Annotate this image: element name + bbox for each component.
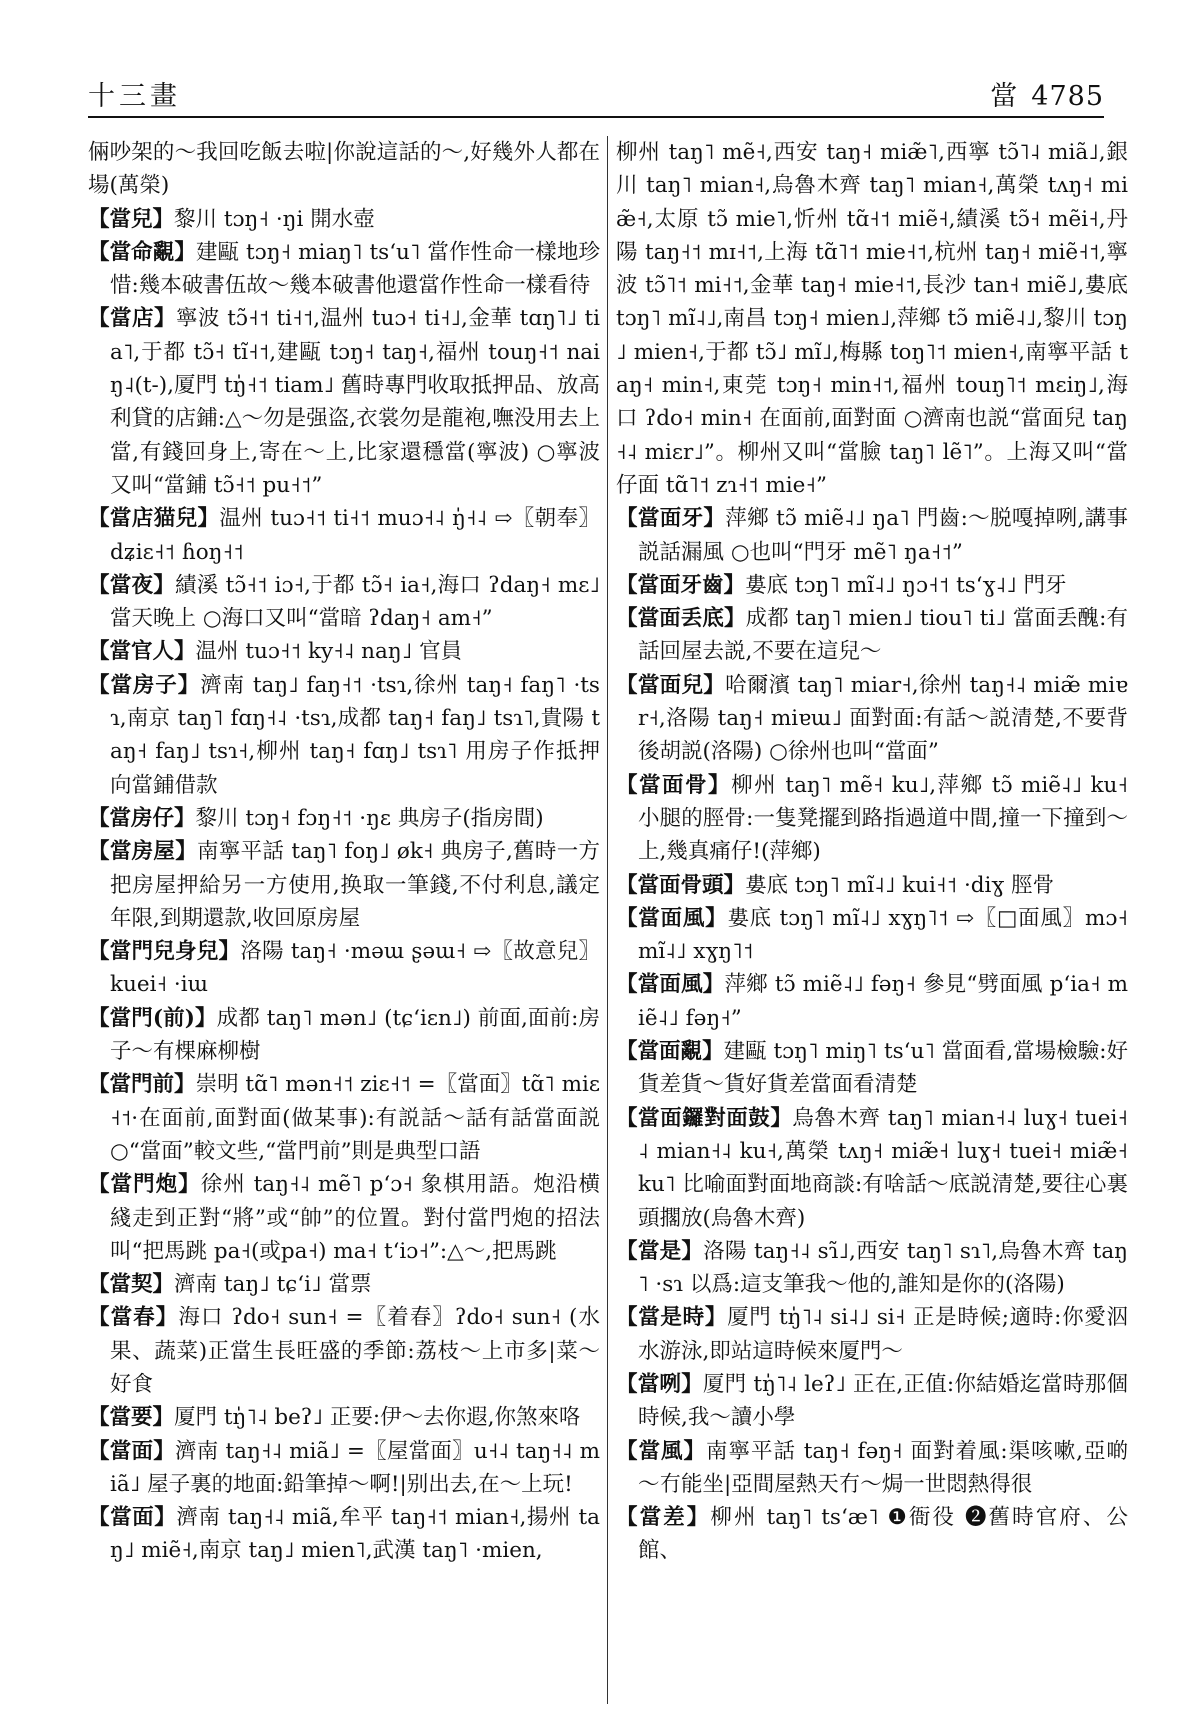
headword-bracket-close: 】 xyxy=(723,572,746,598)
entry-text: 績溪 tɔ̃˧˦ iɔ˧,于都 tɔ̃˧ ia˧,海口 ʔdaŋ˧ mɛ˩ 當天晚上 ○海口又叫“當暗 ʔdaŋ˧ am˧” xyxy=(110,572,600,632)
dictionary-entry xyxy=(616,136,1128,502)
headword: 當官人 xyxy=(109,639,175,665)
dictionary-entry xyxy=(616,1301,1128,1368)
dictionary-entry xyxy=(88,1268,600,1301)
headword: 當面牙齒 xyxy=(637,572,724,598)
headword: 當春 xyxy=(110,1305,156,1331)
headword: 當面鑼對面鼓 xyxy=(638,1105,771,1131)
headword: 當面骨 xyxy=(639,772,709,798)
headword-bracket-open: 【 xyxy=(616,972,638,998)
headword-bracket-open: 【 xyxy=(616,506,638,532)
headword-bracket-open: 【 xyxy=(616,1305,639,1331)
entry-text: 厦門 tŋ̍˥˨ leʔ˩ 正在,正值:你結婚迄當時那個時候,我～讀小學 xyxy=(638,1371,1128,1431)
dictionary-entry xyxy=(88,203,600,236)
headword: 當房子 xyxy=(110,672,178,698)
headword-bracket-open: 【 xyxy=(616,772,640,798)
entry-text: 濟南 taŋ˧˨ miã˩ =〖屋當面〗u˧˨ taŋ˧˨ miã˩ 屋子裏的地面:鉛筆掉～啊!|别出去,在～上玩! xyxy=(110,1438,600,1497)
headword-bracket-open: 【 xyxy=(88,839,110,865)
dictionary-entry xyxy=(88,1401,600,1434)
headword-bracket-open: 【 xyxy=(88,572,110,598)
entry-text: 南寧平話 taŋ˥ foŋ˩ øk˧ 典房子,舊時一方把房屋押給另一方使用,换取一筆錢,不付利息,議定年限,到期還款,收回原房屋 xyxy=(110,839,600,931)
headword: 當要 xyxy=(109,1405,153,1431)
headword: 當契 xyxy=(109,1272,153,1298)
headword-bracket-close: 】 xyxy=(703,672,726,698)
headword: 當兒 xyxy=(109,206,153,232)
two-column-body xyxy=(88,136,1128,1704)
dictionary-entry xyxy=(88,569,600,636)
dictionary-entry xyxy=(616,968,1128,1035)
headword: 當房仔 xyxy=(109,805,175,831)
dictionary-entry xyxy=(616,569,1128,602)
headword-bracket-close: 】 xyxy=(154,1505,177,1531)
headword: 當房屋 xyxy=(109,839,176,865)
headword-bracket-close: 】 xyxy=(174,805,196,831)
headword: 當面牙 xyxy=(637,506,704,532)
entry-text: 黎川 tɔŋ˧ ·ŋi 開水壺 xyxy=(174,206,375,232)
headword-bracket-close: 】 xyxy=(702,1039,724,1065)
headword-bracket-open: 【 xyxy=(616,672,638,698)
headword: 當面 xyxy=(110,1505,155,1531)
headword-bracket-open: 【 xyxy=(88,1305,111,1331)
entry-text: 萍鄉 tɔ̃ miẽ˨˩ fəŋ˧ 參見“劈面風 pʻia˧ miẽ˨˩ fəŋ˧” xyxy=(638,972,1128,1031)
dictionary-entry xyxy=(88,635,600,668)
dictionary-entry xyxy=(88,302,600,502)
entry-text: 成都 taŋ˥ mən˩ (tɕʻiɛn˩) 前面,面前:房子～有棵麻柳樹 xyxy=(110,1005,600,1065)
headword-bracket-open: 【 xyxy=(616,572,638,598)
headword-bracket-close: 】 xyxy=(155,1305,179,1331)
dictionary-entry xyxy=(616,902,1128,969)
dictionary-entry xyxy=(616,769,1128,869)
headword-bracket-close: 】 xyxy=(681,1238,704,1264)
headword-bracket-close: 】 xyxy=(770,1105,793,1131)
headword-bracket-close: 】 xyxy=(708,772,732,798)
dictionary-entry xyxy=(88,502,600,569)
headword-bracket-open: 【 xyxy=(616,872,638,898)
header-character: 當 xyxy=(990,81,1018,112)
headword-bracket-open: 【 xyxy=(88,1072,110,1098)
headword-bracket-open: 【 xyxy=(88,1272,110,1298)
headword: 當是 xyxy=(637,1238,682,1264)
headword-bracket-close: 】 xyxy=(175,839,198,865)
dictionary-entry xyxy=(88,835,600,935)
entry-text: 婁底 tɔŋ˥ mĩ˨˩ xɣŋ˥˦ ⇨〖□面風〗mɔ˧ mĩ˨˩ xɣŋ˥˦ xyxy=(638,905,1128,965)
headword-bracket-close: 】 xyxy=(681,1371,703,1397)
headword-bracket-close: 】 xyxy=(702,972,725,998)
entry-text: 婁底 tɔŋ˥ mĩ˨˩ kui˧˦ ·diɣ 脛骨 xyxy=(745,872,1055,898)
headword: 當面丢底 xyxy=(637,606,724,632)
entry-text: 黎川 tɔŋ˧ fɔŋ˧˦ ·ŋɛ 典房子(指房間) xyxy=(195,805,544,831)
entry-text: 厦門 tŋ̍˥˨ beʔ˩ 正要:伊～去你遐,你煞來咯 xyxy=(174,1405,581,1431)
dictionary-entry xyxy=(88,236,600,303)
headword-bracket-open: 【 xyxy=(616,1238,638,1264)
headword: 當面風 xyxy=(637,972,703,998)
headword: 當門炮 xyxy=(110,1172,179,1198)
headword-bracket-open: 【 xyxy=(616,1105,639,1131)
headword-bracket-open: 【 xyxy=(88,1438,110,1464)
dictionary-entry xyxy=(88,669,600,802)
headword-bracket-close: 】 xyxy=(683,1438,706,1464)
headword-bracket-open: 【 xyxy=(88,239,110,265)
dictionary-entry xyxy=(616,869,1128,902)
headword: 當面風 xyxy=(638,905,706,931)
headword-bracket-close: 】 xyxy=(152,206,175,232)
entry-text: 濟南 taŋ˩ tɕʻi˩ 當票 xyxy=(174,1272,372,1298)
headword: 當風 xyxy=(638,1438,684,1464)
entry-text: 温州 tuɔ˧˦ ti˧˦ muɔ˧˨ ŋ̍˧˨ ⇨〖朝奉〗dʑiɛ˧˦ ɦoŋ˧˦ xyxy=(110,506,600,565)
headword: 當面 xyxy=(109,1438,154,1464)
headword-bracket-close: 】 xyxy=(197,506,220,532)
page-header-right xyxy=(990,74,1104,113)
entry-text: 海口 ʔdo˧ sun˧ =〖着春〗ʔdo˧ sun˧ (水果、蔬菜)正當生長旺盛的季節:荔枝～上市多|菜～好食 xyxy=(110,1305,600,1397)
entry-text: 柳州 taŋ˥ tsʻæ˥ ❶衙役 ❷舊時官府、公館、 xyxy=(638,1505,1128,1564)
headword-bracket-open: 【 xyxy=(88,506,110,532)
dictionary-entry xyxy=(88,1168,600,1268)
entry-text: 濟南 taŋ˩ faŋ˧˦ ·tsɿ,徐州 taŋ˧ faŋ˥ ·tsɿ,南京 taŋ˥ fɑŋ˧˨ ·tsɿ,成都 taŋ˧ faŋ˩ tsɿ˥,貴陽 taŋ˧ faŋ˩ tsɿ˧,柳州 taŋ˧ fɑŋ˩ tsɿ˥ 用房子作抵押向當鋪借款 xyxy=(110,672,600,798)
headword-bracket-open: 【 xyxy=(88,805,110,831)
right-column xyxy=(616,136,1128,1704)
headword-bracket-open: 【 xyxy=(616,1505,640,1531)
headword-bracket-open: 【 xyxy=(88,1005,110,1031)
headword: 當面兒 xyxy=(637,672,704,698)
dictionary-entry xyxy=(616,1102,1128,1235)
dictionary-entry xyxy=(616,1035,1128,1102)
entry-text: 南寧平話 taŋ˧ fəŋ˧ 面對着風:渠咳嗽,亞啲～冇能坐|亞間屋熱天冇～焗一世悶熱得很 xyxy=(638,1438,1128,1497)
headword: 當店猫兒 xyxy=(109,506,198,532)
headword: 當是時 xyxy=(638,1305,705,1331)
headword: 當店 xyxy=(110,306,154,332)
entry-text: 厦門 tŋ̍˥˨ si˨˩ si˧ 正是時候;適時:你愛泅水游泳,即站這時候來厦門～ xyxy=(638,1305,1128,1364)
entry-text: 哈爾濱 taŋ˥ miar˧,徐州 taŋ˧˨ miæ̃ miɐr˧,洛陽 taŋ˧ miɐɯ˩ 面對面:有話～説清楚,不要背後胡説(洛陽) ○徐州也叫“當面” xyxy=(638,672,1128,765)
headword-bracket-close: 】 xyxy=(194,1005,217,1031)
dictionary-entry xyxy=(88,935,600,1002)
dictionary-entry xyxy=(88,1435,600,1502)
headword-bracket-close: 】 xyxy=(218,939,241,965)
dictionary-entry xyxy=(88,1068,600,1168)
entry-text: 温州 tuɔ˧˦ ky˧˨ naŋ˩ 官員 xyxy=(195,639,463,665)
headword-bracket-close: 】 xyxy=(152,1405,175,1431)
headword-bracket-open: 【 xyxy=(88,1505,111,1531)
entry-text: 烏魯木齊 taŋ˥ mian˧˨ luɣ˧ tuei˧˨ mian˧˨ ku˧,萬榮 tʌŋ˧ miæ̃˧ luɣ˧ tuei˧ miæ̃˧ ku˥ 比喻面對面地商談:有啥話～底説清楚,要往心裏頭擱放(烏魯木齊) xyxy=(638,1105,1128,1231)
page-number: 4785 xyxy=(1031,81,1104,112)
section-title: 十三畫 xyxy=(88,81,181,112)
dictionary-entry xyxy=(88,1301,600,1401)
headword-bracket-close: 】 xyxy=(177,672,201,698)
headword: 當面覶 xyxy=(637,1039,703,1065)
entry-text: 崇明 tɑ̃˥ mən˧˦ ziɛ˧˦ =〖當面〗tɑ̃˥ miɛ˧˦·在面前,面對面(做某事):有説話～話有話當面説 ○“當面”較文些,“當門前”則是典型口語 xyxy=(110,1072,600,1164)
dictionary-entry xyxy=(88,1002,600,1069)
headword: 當面骨頭 xyxy=(637,872,724,898)
entry-text: 洛陽 taŋ˧ ·məɯ ʂəɯ˧ ⇨〖故意兒〗kuei˧ ·iɯ xyxy=(110,939,600,998)
headword: 當差 xyxy=(639,1505,687,1531)
dictionary-entry xyxy=(616,1235,1128,1302)
dictionary-entry xyxy=(88,136,600,203)
entry-text: 濟南 taŋ˧˨ miã,牟平 taŋ˧˦ mian˧,揚州 taŋ˩ miẽ˧,南京 taŋ˩ mien˥,武漢 taŋ˥ ·mien, xyxy=(110,1505,600,1564)
entry-text: 萍鄉 tɔ̃ miẽ˨˩ ŋa˥ 門齒:～脱嘎掉咧,講事説話漏風 ○也叫“門牙 mẽ˥ ŋa˧˦” xyxy=(638,506,1128,565)
headword: 當門兒身兒 xyxy=(109,939,219,965)
dictionary-entry xyxy=(616,669,1128,769)
dictionary-entry xyxy=(616,1435,1128,1502)
headword-bracket-close: 】 xyxy=(174,639,196,665)
headword-bracket-close: 】 xyxy=(705,905,728,931)
headword-bracket-close: 】 xyxy=(153,306,176,332)
headword-bracket-open: 【 xyxy=(88,639,110,665)
headword-bracket-open: 【 xyxy=(88,206,110,232)
headword-bracket-open: 【 xyxy=(616,1039,638,1065)
headword: 當門前 xyxy=(109,1072,175,1098)
headword-bracket-close: 】 xyxy=(153,572,176,598)
entry-text: 柳州 taŋ˥ mẽ˧,西安 taŋ˧ miæ̃˥,西寧 tɔ̃˥˨ miã˩,銀川 taŋ˥ mian˧,烏魯木齊 taŋ˥ mian˧,萬榮 tʌŋ˧ miæ̃˧,太原 tɔ̃ mie˥,忻州 tɑ̃˧˦ miẽ˧,績溪 tɔ̃˧ mẽi˧,丹陽 taŋ˧˦ mɪ˧˦,上海 tɑ̃˥˦ mie˧˦,杭州 taŋ˧ miẽ˧˦,寧波 tɔ̃˥˦ mi˧˦,金華 taŋ˧ mie˧˦,長沙 tan˧ miẽ˩,婁底 tɔŋ˥ mĩ˨˩,南昌 tɔŋ˧ mien˩,萍鄉 tɔ̃ miẽ˨˩,黎川 tɔŋ˩ mien˧,于都 tɔ̃˩ mĩ˩,梅縣 toŋ˥˦ mien˧,南寧平話 taŋ˧ min˧,東莞 tɔŋ˧ min˧˦,福州 touŋ˥˦ mɛiŋ˩,海口 ʔdo˧ min˧ 在面前,面對面 ○濟南也説“當面兒 taŋ˧˨ miɛr˩”。柳州又叫“當臉 taŋ˥ lẽ˥”。上海又叫“當仔面 tɑ̃˥˦ zɿ˧˦ mie˧” xyxy=(616,140,1128,498)
dictionary-entry xyxy=(616,602,1128,669)
headword-bracket-open: 【 xyxy=(88,672,111,698)
headword: 當咧 xyxy=(637,1371,682,1397)
entry-text: 倆吵架的～我回吃飯去啦|你說這話的～,好幾外人都在場(萬榮) xyxy=(88,140,600,199)
headword-bracket-close: 】 xyxy=(723,606,746,632)
headword-bracket-open: 【 xyxy=(616,1438,639,1464)
entry-text: 洛陽 taŋ˧˨ sɿ̃˩,西安 taŋ˥ sɿ˥,烏魯木齊 taŋ˥ ·sɿ 以爲:這支筆我～他的,誰知是你的(洛陽) xyxy=(638,1238,1128,1298)
headword-bracket-close: 】 xyxy=(174,239,196,265)
headword-bracket-close: 】 xyxy=(152,1272,175,1298)
running-head xyxy=(88,66,1104,118)
headword: 當夜 xyxy=(109,572,154,598)
dictionary-entry xyxy=(88,1501,600,1568)
dictionary-entry xyxy=(616,502,1128,569)
entry-text: 建甌 tɔŋ˥ miŋ˥ tsʻu˥ 當面看,當場檢驗:好貨差貨～貨好貨差當面看清楚 xyxy=(638,1039,1128,1098)
headword: 當命覶 xyxy=(109,239,175,265)
left-column xyxy=(88,136,600,1704)
headword-bracket-close: 】 xyxy=(178,1172,201,1198)
entry-text: 寧波 tɔ̃˧˦ ti˧˦,温州 tuɔ˧ ti˧˩,金華 tɑŋ˥˩ tia˥,于都 tɔ̃˧ tĩ˧˦,建甌 tɔŋ˧ taŋ˧,福州 touŋ˧˦ naiŋ˨(t-),厦門 tŋ̍˧˦ tiam˩ 舊時專門收取抵押品、放高利貸的店鋪:△～勿是强盗,衣裳勿是龍袍,嘸没用去上當,有錢回身上,寄在～上,比家還穩當(寧波) ○寧波又叫“當鋪 tɔ̃˧˦ pu˧˦” xyxy=(110,306,600,498)
headword-bracket-open: 【 xyxy=(88,1405,110,1431)
headword-bracket-close: 】 xyxy=(704,1305,728,1331)
dictionary-entry xyxy=(616,1368,1128,1435)
headword-bracket-open: 【 xyxy=(88,306,110,332)
entry-text: 婁底 tɔŋ˥ mĩ˨˩ ŋɔ˧˦ tsʻɣ˨˩ 門牙 xyxy=(745,572,1067,598)
dictionary-entry xyxy=(616,1501,1128,1568)
entry-text: 成都 taŋ˥ mien˩ tiou˥ ti˩ 當面丢醜:有話回屋去説,不要在這兒～ xyxy=(638,606,1128,665)
headword-bracket-close: 】 xyxy=(723,872,746,898)
headword-bracket-close: 】 xyxy=(686,1505,711,1531)
headword-bracket-close: 】 xyxy=(153,1438,175,1464)
headword-bracket-open: 【 xyxy=(616,905,639,931)
headword-bracket-open: 【 xyxy=(616,1371,638,1397)
headword-bracket-close: 】 xyxy=(174,1072,196,1098)
dictionary-entry xyxy=(88,802,600,835)
headword: 當門(前) xyxy=(109,1005,195,1031)
column-divider xyxy=(607,136,608,1704)
headword-bracket-open: 【 xyxy=(88,1172,111,1198)
headword-bracket-close: 】 xyxy=(703,506,726,532)
entry-text: 柳州 taŋ˥ mẽ˧ ku˩,萍鄉 tɔ̃ miẽ˨˩ ku˧ 小腿的脛骨:一隻凳擺到路指過道中間,撞一下撞到～上,幾真痛仔!(萍鄉) xyxy=(638,772,1128,865)
headword-bracket-open: 【 xyxy=(616,606,638,632)
entry-text: 徐州 taŋ˧˨ mẽ˥ pʻɔ˧ 象棋用語。炮沿横綫走到正對“將”或“帥”的位置。對付當門炮的招法叫“把馬跳 pa˧(或pa˧) ma˧ tʻiɔ˧”:△～,把馬跳 xyxy=(110,1172,600,1264)
headword-bracket-open: 【 xyxy=(88,939,110,965)
entry-text: 建甌 tɔŋ˧ miaŋ˥ tsʻu˥ 當作性命一樣地珍惜:幾本破書伍故～幾本破書他還當作性命一樣看待 xyxy=(110,239,600,299)
